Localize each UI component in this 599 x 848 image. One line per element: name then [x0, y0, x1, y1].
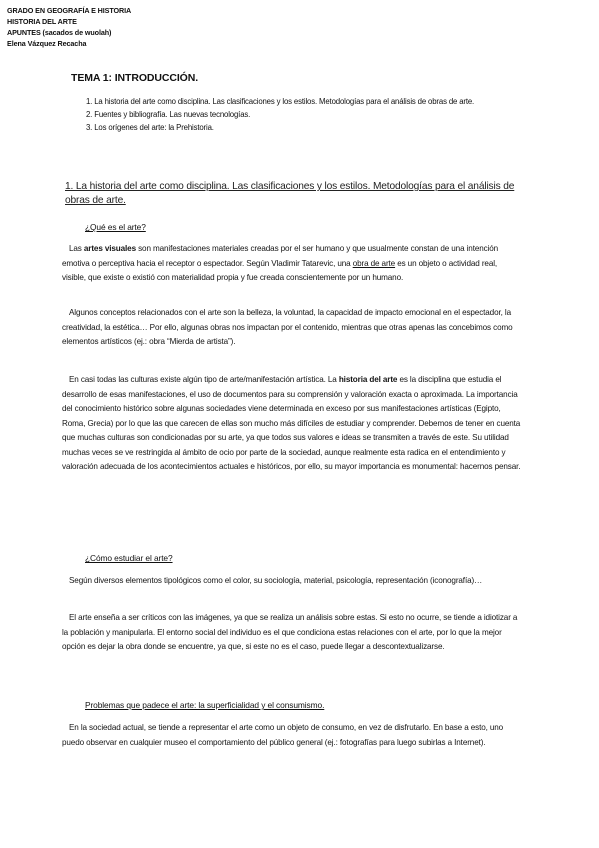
subheading-how-to-study: ¿Cómo estudiar el arte?	[85, 553, 173, 563]
p2-text: Algunos conceptos relacionados con el arte son la belleza, la voluntad, la capacidad de impacto emocional en el espectador, la creatividad, la estética… Por ello, algunas obras nos impactan por el contenido, mientras que otras apenas las concebimos como elementos artísticos (ej.: obra “Mierda de artista”).	[62, 308, 513, 346]
page-title: TEMA 1: INTRODUCCIÓN.	[71, 72, 199, 84]
header-degree: GRADO EN GEOGRAFÍA E HISTORIA	[7, 6, 132, 15]
p5-text: El arte enseña a ser críticos con las imágenes, ya que se realiza un análisis sobre estas. Si esto no ocurre, se tiende a idiotizar a la población y manipularla. El entorno social del individuo es el que condiciona estas relaciones con el arte, por lo que la mejor opción es dejar la obra donde se encuentre, ya que, si este no es el caso, puede llegar a descontextualizarse.	[62, 613, 518, 651]
paragraph-critical	[62, 611, 522, 655]
header-subject: HISTORIA DEL ARTE	[7, 17, 77, 26]
header-author: Elena Vázquez Recacha	[7, 39, 87, 48]
section-heading-text: 1. La historia del arte como disciplina. Las clasificaciones y los estilos. Metodologías para el análisis de obras de arte.	[65, 181, 515, 206]
paragraph-art-history	[62, 373, 522, 475]
table-of-contents	[86, 96, 526, 135]
document-header	[7, 5, 131, 49]
subheading-what-is-art: ¿Qué es el arte?	[85, 222, 146, 232]
p4-text: Según diversos elementos tipológicos como el color, su sociología, material, psicología, representación (iconografía)…	[69, 576, 483, 585]
header-notes: APUNTES (sacados de wuolah)	[7, 28, 112, 37]
p3-text-a: En casi todas las culturas existe algún tipo de arte/manifestación artística. La	[69, 375, 339, 384]
toc-item-3: 3. Los orígenes del arte: la Prehistoria.	[86, 123, 214, 132]
paragraph-typological	[62, 574, 522, 589]
section-heading	[65, 180, 535, 208]
paragraph-visual-arts	[62, 242, 522, 286]
p3-text-c: es la disciplina que estudia el desarrollo de esas manifestaciones, el uso de documentos para su comprensión y valoración exacta o aproximada. La importancia del conocimiento histórico sobre algunas sociedades viene determinada en exceso por sus manifestaciones artísticas (Egipto, Roma, Grecia) por lo que las que carecen de ellas son mucho más difíciles de estudiar y comprender. Debemos de tener en cuenta que muchas culturas son condicionadas por su arte, ya que todos sus valores e ideas se transmiten a través de este. Su utilidad muchas veces se ve restringida al ámbito de ocio por parte de la sociedad, aunque realmente esta radica en el entendimiento y valoración adecuada de los acontecimientos actuales e históricos, por ello, su mayor importancia es monumental: hacernos pensar.	[62, 375, 521, 471]
p1-text-e: es un objeto o actividad real, visible, que existe o existió con materialidad propia y fue creada conscientemente por un humano.	[62, 258, 498, 282]
paragraph-concepts	[62, 306, 522, 350]
toc-item-1: 1. La historia del arte como disciplina. Las clasificaciones y los estilos. Metodologías para el análisis de obras de arte.	[86, 97, 475, 106]
paragraph-consumerism	[62, 721, 522, 750]
subheading-problems: Problemas que padece el arte: la superficialidad y el consumismo.	[85, 700, 325, 710]
p1-text-c: son manifestaciones materiales creadas por el ser humano y que usualmente constan de una intención emotiva o perceptiva hacia el receptor o espectador. Según Vladimir Tatarevic, una	[62, 244, 499, 268]
p1-text-a: Las	[69, 244, 84, 253]
p6-text: En la sociedad actual, se tiende a representar el arte como un objeto de consumo, en vez de disfrutarlo. En base a esto, uno puedo observar en cualquier museo el comportamiento del público general (ej.: fotografías para luego subirlas a Internet).	[62, 723, 504, 747]
p3-term-art-history: historia del arte	[338, 375, 398, 384]
toc-item-2: 2. Fuentes y bibliografía. Las nuevas tecnologías.	[86, 110, 251, 119]
p1-term-work-of-art: obra de arte	[352, 258, 396, 268]
p1-term-visual-arts: artes visuales	[83, 244, 136, 253]
